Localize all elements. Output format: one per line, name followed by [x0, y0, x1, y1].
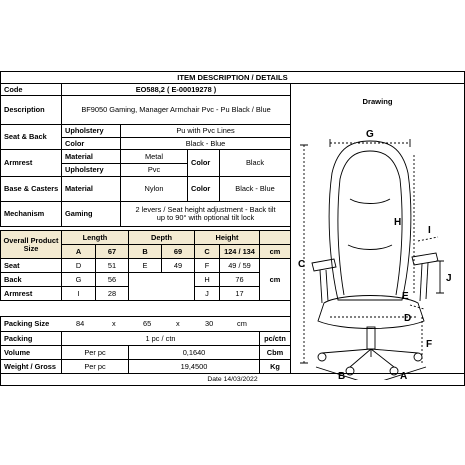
label-b: B	[338, 371, 346, 380]
packing-height: 30	[205, 319, 214, 329]
mechanism-line-1: 2 levers / Seat height adjustment - Back tilt	[135, 205, 276, 215]
seat-d-letter: D	[61, 258, 96, 273]
footer-date: Date 14/03/2022	[0, 373, 465, 386]
seat-e-value: 49	[161, 258, 195, 273]
label-g: G	[366, 129, 374, 140]
overall-a-value: 67	[95, 244, 129, 259]
description-value: BF9050 Gaming, Manager Armchair Pvc - Pu Black / Blue	[61, 95, 291, 125]
packing-unit: cm	[237, 319, 247, 329]
base-star	[322, 349, 418, 367]
armrest-material-value: Metal	[120, 149, 188, 164]
overall-size-line-2: Size	[23, 243, 39, 253]
label-i: I	[428, 225, 431, 236]
gas-lift	[367, 327, 375, 349]
base-material-label: Material	[61, 176, 121, 202]
overall-c-value: 124 / 134	[219, 244, 260, 259]
back-h-value: 76	[219, 272, 260, 287]
label-c: C	[298, 259, 306, 270]
armrest-color-value: Black	[219, 149, 291, 177]
armrest-i-letter: I	[61, 286, 96, 301]
base-color-value: Black - Blue	[219, 176, 291, 202]
seat-f-letter: F	[194, 258, 220, 273]
armrest-right-pad	[412, 253, 438, 265]
packing-x-2: x	[176, 319, 180, 329]
caster-1	[318, 353, 326, 361]
label-h: H	[394, 217, 402, 228]
overall-size-label	[0, 230, 62, 259]
weight-label: Weight / Gross	[0, 359, 62, 374]
mechanism-description	[120, 201, 291, 227]
packing-value: 1 pc / ctn	[61, 331, 260, 346]
mechanism-line-2: up to 90° with optional tilt lock	[156, 213, 255, 222]
volume-per: Per pc	[61, 345, 129, 360]
label-e: E	[402, 291, 409, 302]
overall-size-line-1: Overall Product	[3, 235, 59, 245]
backrest-seam-2	[348, 245, 392, 250]
base-label: Base & Casters	[0, 176, 62, 202]
overall-c-letter: C	[194, 244, 220, 259]
base-material-value: Nylon	[120, 176, 188, 202]
caster-4	[390, 367, 398, 375]
packing-length: 84	[76, 319, 85, 329]
armrest-left-post	[320, 270, 322, 303]
label-d: D	[404, 313, 412, 324]
spec-sheet	[0, 71, 465, 391]
description-label: Description	[0, 95, 62, 125]
length-header: Length	[61, 230, 129, 245]
seat-d-value: 51	[95, 258, 129, 273]
back-armrest-depth-blank	[128, 272, 195, 301]
backrest-inner	[338, 151, 402, 295]
armrest-i-value: 28	[95, 286, 129, 301]
armrest-color-label: Color	[187, 149, 220, 177]
packing-unit-label: pc/ctn	[259, 331, 291, 346]
label-a: A	[400, 371, 408, 380]
back-dim-label: Back	[0, 272, 62, 287]
seat-back-label: Seat & Back	[0, 124, 62, 150]
packing-x-1: x	[112, 319, 116, 329]
armrest-upholstery-value: Pvc	[120, 163, 188, 177]
overall-a-letter: A	[61, 244, 96, 259]
armrest-dim-label: Armrest	[0, 286, 62, 301]
packing-size-values	[61, 316, 291, 332]
label-f: F	[426, 339, 433, 350]
seat-color-label: Color	[61, 137, 121, 150]
armrest-right-post	[420, 264, 422, 301]
sheet-title: ITEM DESCRIPTION / DETAILS	[0, 71, 465, 84]
code-value: EO588,2 ( E-00019278 )	[61, 83, 291, 96]
seat-upholstery-value: Pu with Pvc Lines	[120, 124, 291, 138]
volume-value: 0,1640	[128, 345, 260, 360]
caster-2	[414, 353, 422, 361]
drawing-label: Drawing	[362, 97, 393, 106]
seat-e-letter: E	[128, 258, 162, 273]
weight-value: 19,4500	[128, 359, 260, 374]
height-header: Height	[194, 230, 260, 245]
chair-diagram-svg	[290, 95, 464, 380]
chair-drawing	[290, 95, 464, 380]
code-label: Code	[0, 83, 62, 96]
base-color-label: Color	[187, 176, 220, 202]
armrest-material-label: Material	[61, 149, 121, 164]
armrest-j-value: 17	[219, 286, 260, 301]
armrest-left-post-2	[326, 270, 328, 301]
weight-unit: Kg	[259, 359, 291, 374]
overall-b-letter: B	[128, 244, 162, 259]
seat-color-value: Black - Blue	[120, 137, 291, 150]
back-g-value: 56	[95, 272, 129, 287]
depth-header: Depth	[128, 230, 195, 245]
label-j: J	[446, 273, 452, 284]
back-h-letter: H	[194, 272, 220, 287]
backrest-seam	[350, 199, 390, 204]
packing-label: Packing	[0, 331, 62, 346]
seat-upholstery-label: Upholstery	[61, 124, 121, 138]
volume-label: Volume	[0, 345, 62, 360]
overall-b-value: 69	[161, 244, 195, 259]
seat-dim-label: Seat	[0, 258, 62, 273]
overall-unit: cm	[259, 244, 291, 259]
seat-f-value: 49 / 59	[219, 258, 260, 273]
packing-size-label: Packing Size	[0, 316, 62, 332]
back-g-letter: G	[61, 272, 96, 287]
mechanism-label: Mechanism	[0, 201, 62, 227]
weight-per: Per pc	[61, 359, 129, 374]
armrest-j-letter: J	[194, 286, 220, 301]
dims-unit: cm	[259, 258, 291, 301]
armrest-right-post-2	[426, 263, 428, 299]
caster-3	[346, 367, 354, 375]
armrest-label: Armrest	[0, 149, 62, 177]
volume-unit: Cbm	[259, 345, 291, 360]
mechanism-type: Gaming	[61, 201, 121, 227]
armrest-upholstery-label: Upholstery	[61, 163, 121, 177]
packing-width: 65	[143, 319, 152, 329]
unit-header-blank	[259, 230, 291, 245]
